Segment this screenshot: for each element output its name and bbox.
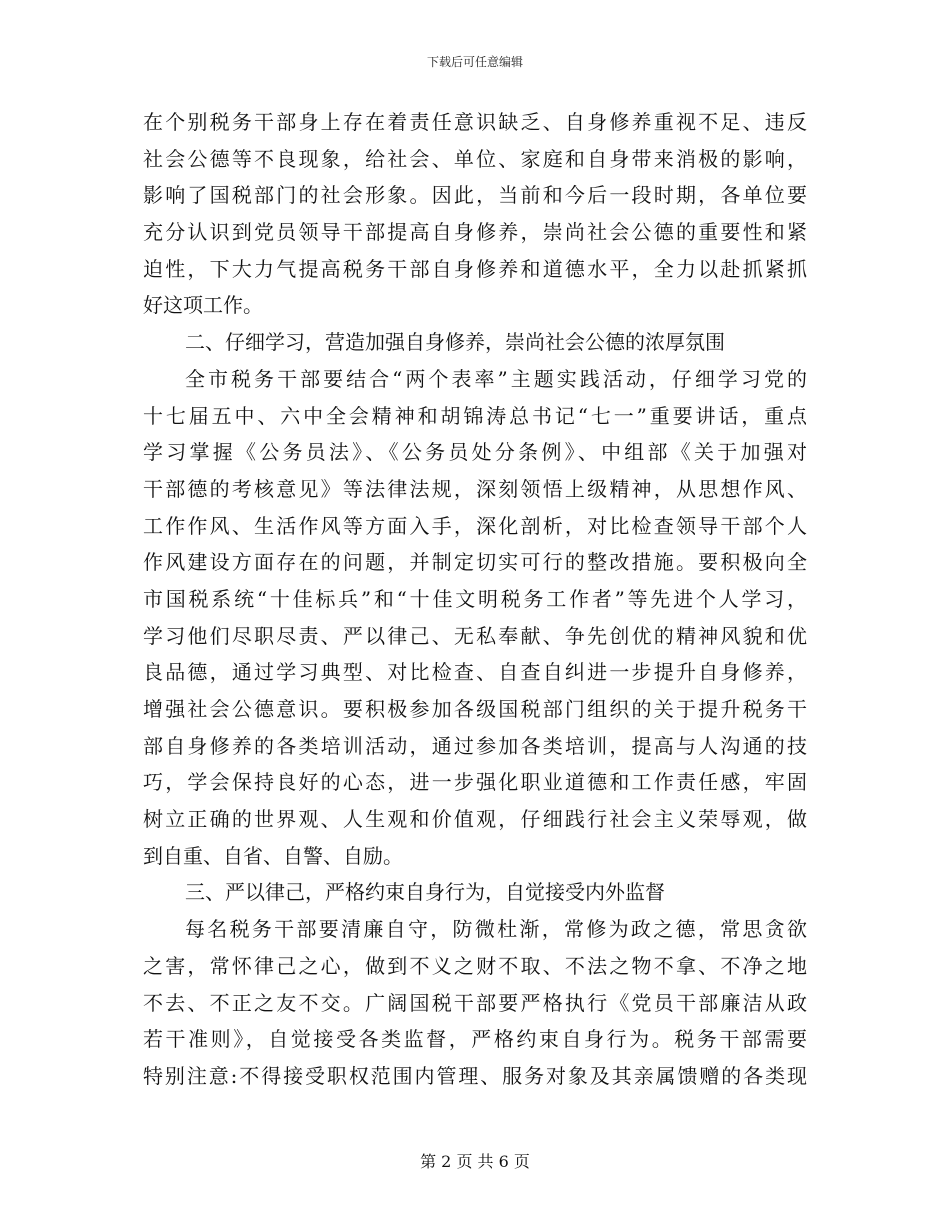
text-line: 社会公德等不良现象，给社会、单位、家庭和自身带来消极的影响， <box>143 146 807 171</box>
text-line: 迫性，下大力气提高税务干部自身修养和道德水平，全力以赴抓紧抓 <box>143 256 807 281</box>
text-line: 部自身修养的各类培训活动，通过参加各类培训，提高与人沟通的技 <box>143 733 807 758</box>
text-line: 充分认识到党员领导干部提高自身修养，崇尚社会公德的重要性和紧 <box>143 220 807 245</box>
page-number: 第 2 页 共 6 页 <box>420 1152 530 1171</box>
text-line: 学习掌握《公务员法》、《公务员处分条例》、中组部《关于加强对 <box>143 440 807 465</box>
body-text <box>143 104 807 1095</box>
text-line: 之害，常怀律己之心，做到不义之财不取、不法之物不拿、不净之地 <box>143 953 807 978</box>
text-line: 学习他们尽职尽责、严以律己、无私奉献、争先创优的精神风貌和优 <box>143 623 807 648</box>
text-line: 影响了国税部门的社会形象。因此，当前和今后一段时期，各单位要 <box>143 183 807 208</box>
text-line: 在个别税务干部身上存在着责任意识缺乏、自身修养重视不足、违反 <box>143 110 807 134</box>
text-line: 好这项工作。 <box>143 293 263 318</box>
text-line: 全市税务干部要结合“两个表率”主题实践活动，仔细学习党的 <box>185 366 807 391</box>
text-line: 十七届五中、六中全会精神和胡锦涛总书记“七一”重要讲话，重点 <box>143 403 807 428</box>
text-line: 若干准则》，自觉接受各类监督，严格约束自身行为。税务干部需要 <box>143 1027 807 1052</box>
section-heading: 三、严以律己，严格约束自身行为，自觉接受内外监督 <box>185 880 665 905</box>
text-line: 树立正确的世界观、人生观和价值观，仔细践行社会主义荣辱观，做 <box>143 807 807 832</box>
text-line: 干部德的考核意见》等法律法规，深刻领悟上级精神，从思想作风、 <box>143 476 807 501</box>
section-heading: 二、仔细学习，营造加强自身修养，崇尚社会公德的浓厚氛围 <box>185 330 725 355</box>
text-line: 作风建设方面存在的问题，并制定切实可行的整改措施。要积极向全 <box>143 550 807 575</box>
text-line: 增强社会公德意识。要积极参加各级国税部门组织的关于提升税务干 <box>143 697 807 721</box>
text-line: 到自重、自省、自警、自励。 <box>143 843 403 868</box>
text-line: 不去、不正之友不交。广阔国税干部要严格执行《党员干部廉洁从政 <box>143 990 807 1015</box>
text-line: 特别注意:不得接受职权范围内管理、服务对象及其亲属馈赠的各类现 <box>143 1063 807 1088</box>
text-line: 工作作风、生活作风等方面入手，深化剖析，对比检查领导干部个人 <box>143 513 807 538</box>
text-line: 每名税务干部要清廉自守，防微杜渐，常修为政之德，常思贪欲 <box>185 917 807 942</box>
text-line: 良品德，通过学习典型、对比检查、自查自纠进一步提升自身修养， <box>143 660 807 685</box>
text-line: 市国税系统“十佳标兵”和“十佳文明税务工作者”等先进个人学习， <box>143 586 807 611</box>
page-header: 下载后可任意编辑 <box>426 55 523 69</box>
text-line: 巧，学会保持良好的心态，进一步强化职业道德和工作责任感，牢固 <box>143 770 807 795</box>
